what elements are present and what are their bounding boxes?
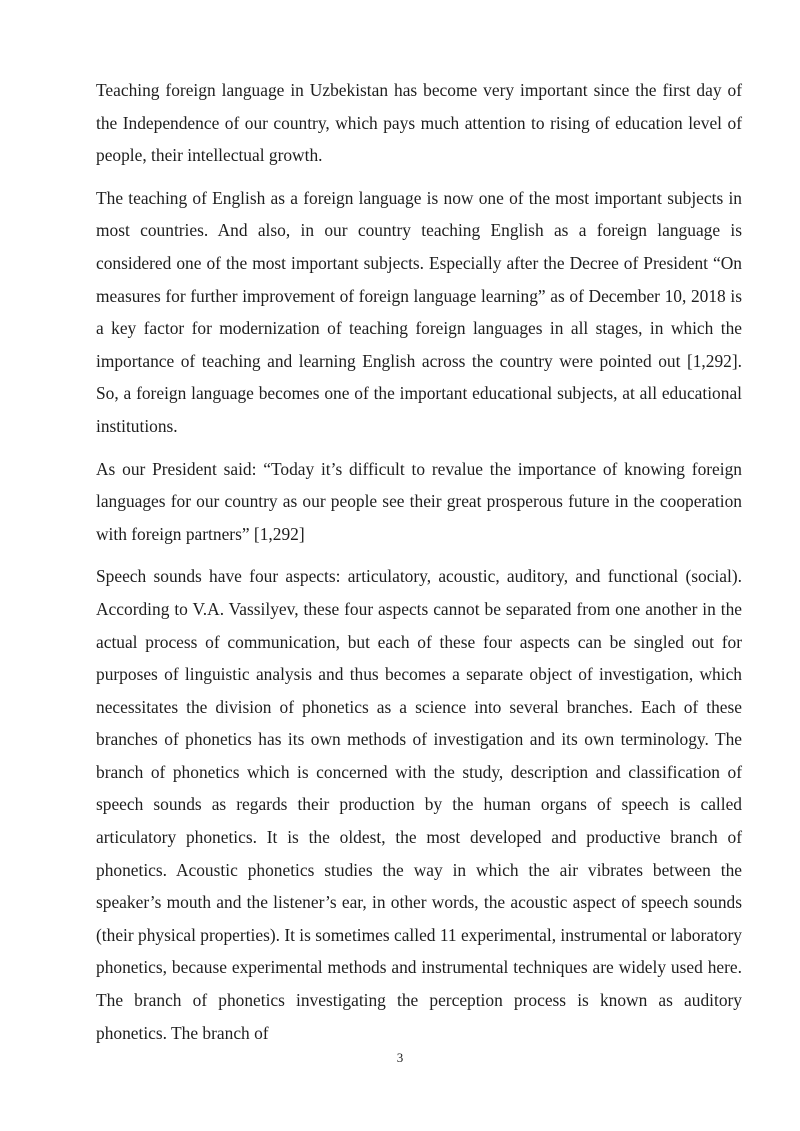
paragraph-english-teaching: The teaching of English as a foreign language is now one of the most important subjects in most countries. And also, in our country teaching English as a foreign language is considered one of the most important subjects. Especially after the Decree of President “On measures for further improvement of foreign language learning” as of December 10, 2018 is a key factor for modernization of teaching foreign languages in all stages, in which the importance of teaching and learning English across the country were pointed out [1,292]. So, a foreign language becomes one of the important educational subjects, at all educational institutions. — [96, 187, 742, 436]
paragraph-speech-sounds: Speech sounds have four aspects: articulatory, acoustic, auditory, and functional (social). According to V.A. Vassilyev, these four aspects cannot be separated from one another in the actual process of communication, but each of these four aspects can be singled out for purposes of linguistic analysis and thus becomes a separate object of investigation, which necessitates the division of phonetics as a science into several branches. Each of these branches of phonetics has its own methods of investigation and its own terminology. The branch of phonetics which is concerned with the study, description and classification of speech sounds as regards their production by the human organs of speech is called articulatory phonetics. It is the oldest, the most developed and productive branch of phonetics. Acoustic phonetics studies the way in which the air vibrates between the speaker’s mouth and the listener’s ear, in other words, the acoustic aspect of speech sounds (their physical properties). It is sometimes called 11 experimental, instrumental or laboratory phonetics, because experimental methods and instrumental techniques are widely used here. The branch of phonetics investigating the perception process is known as auditory phonetics. The branch of — [96, 566, 742, 1043]
body-text — [96, 74, 742, 1059]
page-number: 3 — [396, 1050, 404, 1065]
paragraph-president-quote: As our President said: “Today it’s difficult to revalue the importance of knowing foreign languages for our country as our people see their great prosperous future in the cooperation with foreign partners” [1,292] — [96, 458, 742, 544]
paragraph-intro: Teaching foreign language in Uzbekistan has become very important since the first day of the Independence of our country, which pays much attention to rising of education level of people, their intellectual growth. — [96, 80, 742, 166]
